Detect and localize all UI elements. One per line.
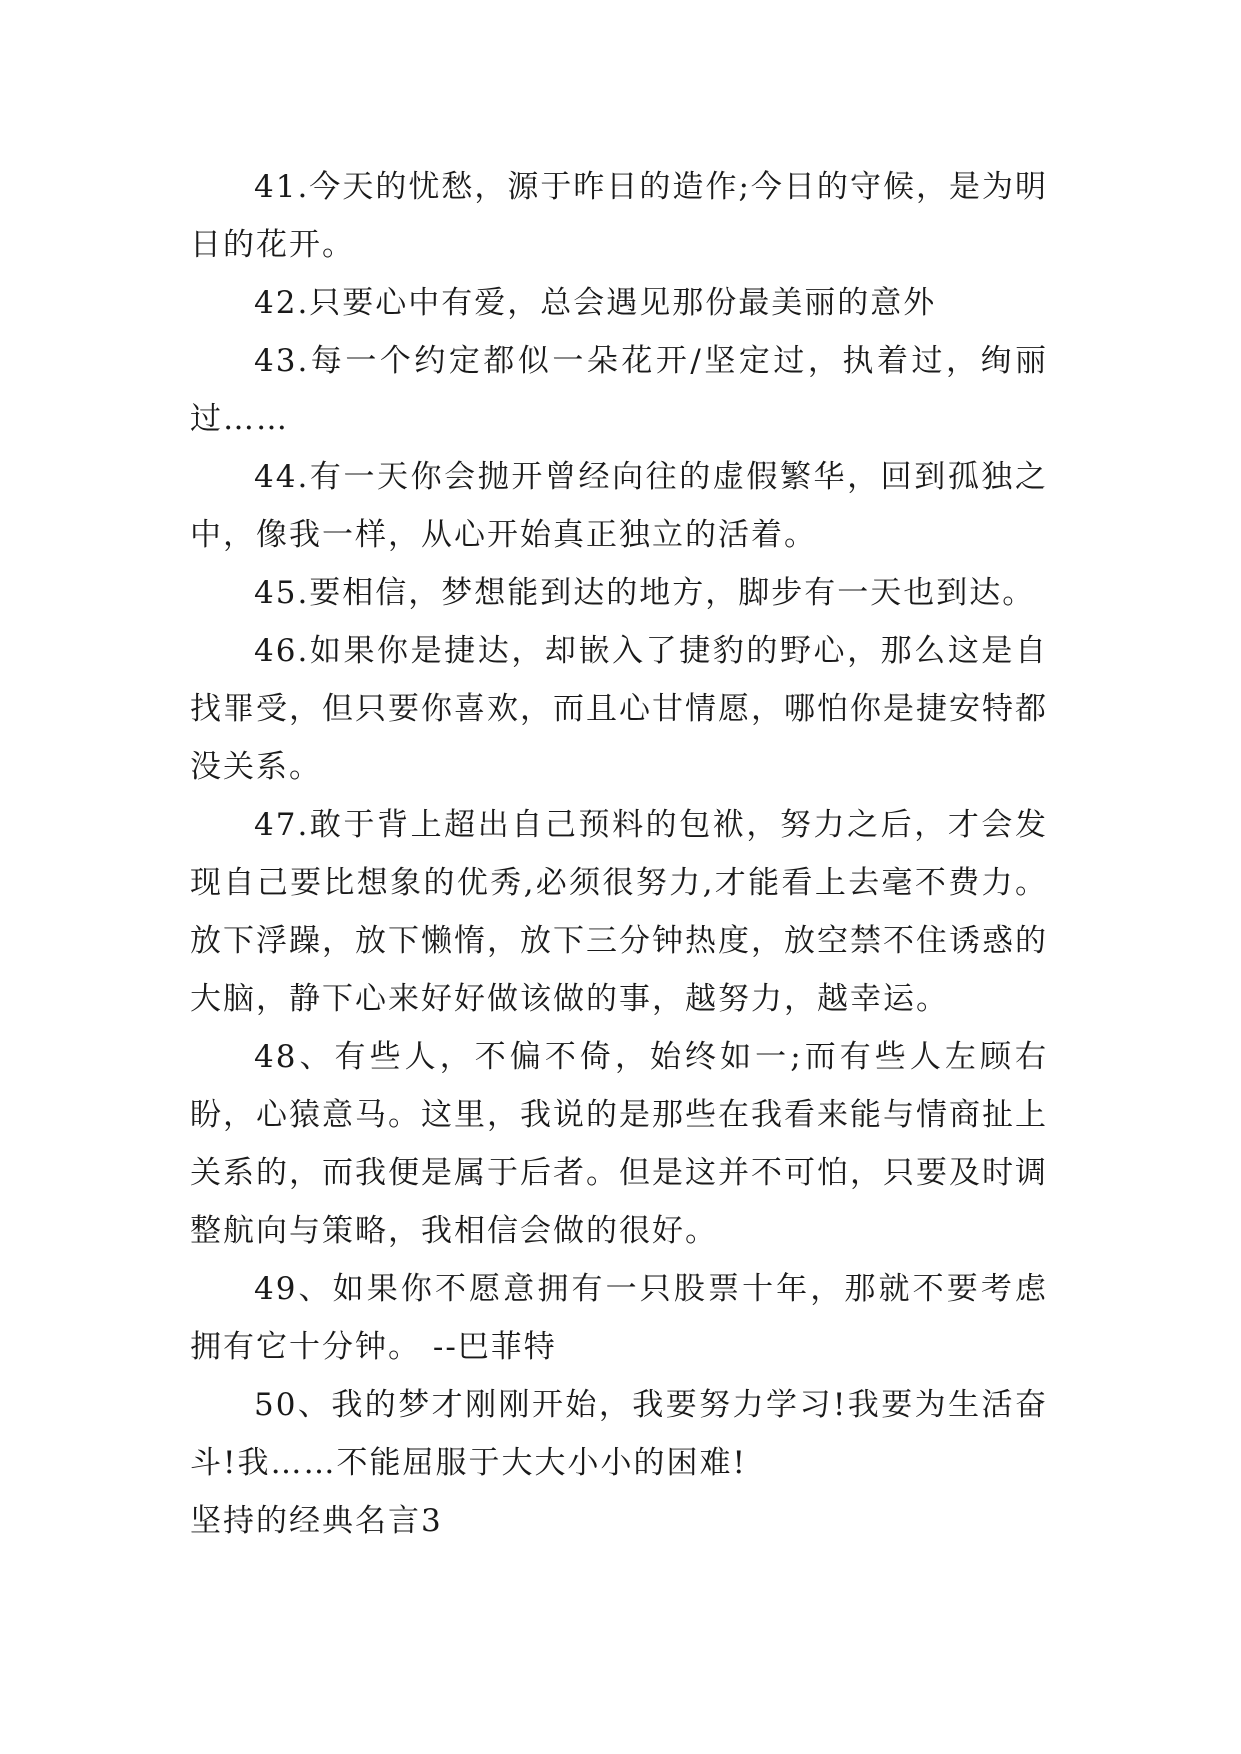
- quote-paragraph-50: 50、我的梦才刚刚开始，我要努力学习!我要为生活奋斗!我……不能屈服于大大小小的困难!: [190, 1387, 1048, 1481]
- section-heading: 坚持的经典名言3: [190, 1503, 443, 1539]
- quote-paragraph-47: 47.敢于背上超出自己预料的包袱，努力之后，才会发现自己要比想象的优秀,必须很努力,才能看上去毫不费力。放下浮躁，放下懒惰，放下三分钟热度，放空禁不住诱惑的大脑，静下心来好好做该做的事，越努力，越幸运。: [190, 807, 1048, 1017]
- quote-paragraph-41: 41.今天的忧愁，源于昨日的造作;今日的守候，是为明日的花开。: [190, 169, 1048, 263]
- quote-paragraph-48: 48、有些人，不偏不倚，始终如一;而有些人左顾右盼，心猿意马。这里，我说的是那些在我看来能与情商扯上关系的，而我便是属于后者。但是这并不可怕，只要及时调整航向与策略，我相信会做的很好。: [190, 1039, 1048, 1249]
- quote-paragraph-45: 45.要相信，梦想能到达的地方，脚步有一天也到达。: [254, 575, 1036, 611]
- quote-paragraph-43: 43.每一个约定都似一朵花开/坚定过，执着过，绚丽过……: [190, 343, 1048, 437]
- quote-paragraph-42: 42.只要心中有爱，总会遇见那份最美丽的意外: [254, 285, 937, 321]
- quote-paragraph-44: 44.有一天你会抛开曾经向往的虚假繁华，回到孤独之中，像我一样，从心开始真正独立的活着。: [190, 459, 1048, 553]
- quote-paragraph-46: 46.如果你是捷达，却嵌入了捷豹的野心，那么这是自找罪受，但只要你喜欢，而且心甘情愿，哪怕你是捷安特都没关系。: [190, 633, 1048, 785]
- quote-paragraph-49: 49、如果你不愿意拥有一只股票十年，那就不要考虑拥有它十分钟。 --巴菲特: [190, 1271, 1048, 1365]
- document-body: [190, 158, 1048, 1550]
